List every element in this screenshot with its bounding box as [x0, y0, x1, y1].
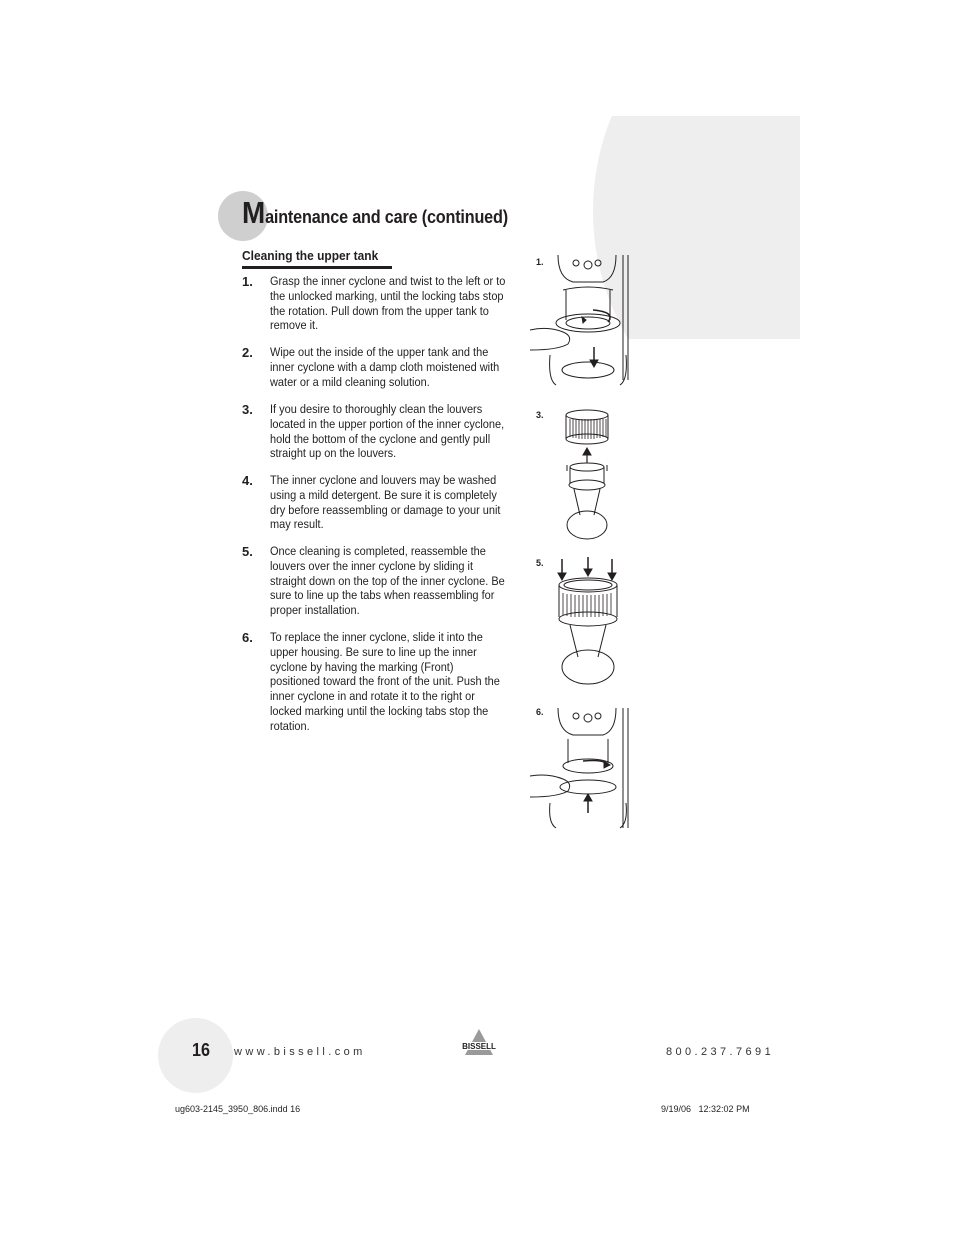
- figure-5-label: 5.: [536, 558, 544, 568]
- step-number: 1.: [242, 274, 253, 289]
- step-text: Wipe out the inside of the upper tank and the inner cyclone with a damp cloth moistened with water or a mild cleaning solution.: [270, 345, 500, 389]
- figure-1-label: 1.: [536, 257, 544, 267]
- figure-3-label: 3.: [536, 410, 544, 420]
- footer-date-info: 9/19/06 12:32:02 PM: [661, 1104, 750, 1114]
- step-text: Grasp the inner cyclone and twist to the left or to the unlocked marking, until the locking tabs stop the rotation. Pull down from the upper tank to remove it.: [270, 274, 506, 333]
- step-text: If you desire to thoroughly clean the louvers located in the upper portion of the inner cyclone, hold the bottom of the cyclone and gently pull straight up on the louvers.: [270, 402, 505, 461]
- step-number: 6.: [242, 630, 253, 645]
- step-number: 4.: [242, 473, 253, 488]
- page-title: [242, 197, 508, 228]
- replace-cyclone-illustration-icon: [528, 703, 636, 833]
- svg-text:BISSELL: BISSELL: [462, 1042, 496, 1051]
- step-number: 2.: [242, 345, 253, 360]
- bissell-logo-icon: [459, 1027, 499, 1057]
- step-text: Once cleaning is completed, reassemble the louvers over the inner cyclone by sliding it straight down on the top of the inner cyclone. Be sure to line up the tabs when reassembling for proper installation.: [270, 544, 505, 618]
- step-number: 3.: [242, 402, 253, 417]
- reassemble-louvers-illustration-icon: [540, 555, 632, 705]
- page-number: 16: [192, 1040, 211, 1060]
- twist-remove-cyclone-illustration-icon: [528, 250, 636, 390]
- step-text: The inner cyclone and louvers may be washed using a mild detergent. Be sure it is completely dry before reassembling or damage to your unit may result.: [270, 473, 501, 532]
- website-url: www.bissell.com: [234, 1046, 366, 1058]
- figure-6-label: 6.: [536, 707, 544, 717]
- section-heading: Cleaning the upper tank: [242, 248, 379, 263]
- step-number: 5.: [242, 544, 253, 559]
- step-text: To replace the inner cyclone, slide it into the upper housing. Be sure to line up the inner cyclone by having the marking (Front) positioned toward the front of the unit. Push the inner cyclone in and rotate it to the right or locked marking until the locking tabs stop the rotation.: [270, 630, 500, 733]
- pull-louvers-illustration-icon: [552, 405, 622, 545]
- title-initial: M: [242, 195, 266, 230]
- phone-number: 800.237.7691: [666, 1046, 775, 1058]
- footer-file-info: ug603-2145_3950_806.indd 16: [175, 1104, 301, 1114]
- section-heading-rule: [242, 266, 392, 269]
- title-rest: aintenance and care (continued): [265, 207, 508, 227]
